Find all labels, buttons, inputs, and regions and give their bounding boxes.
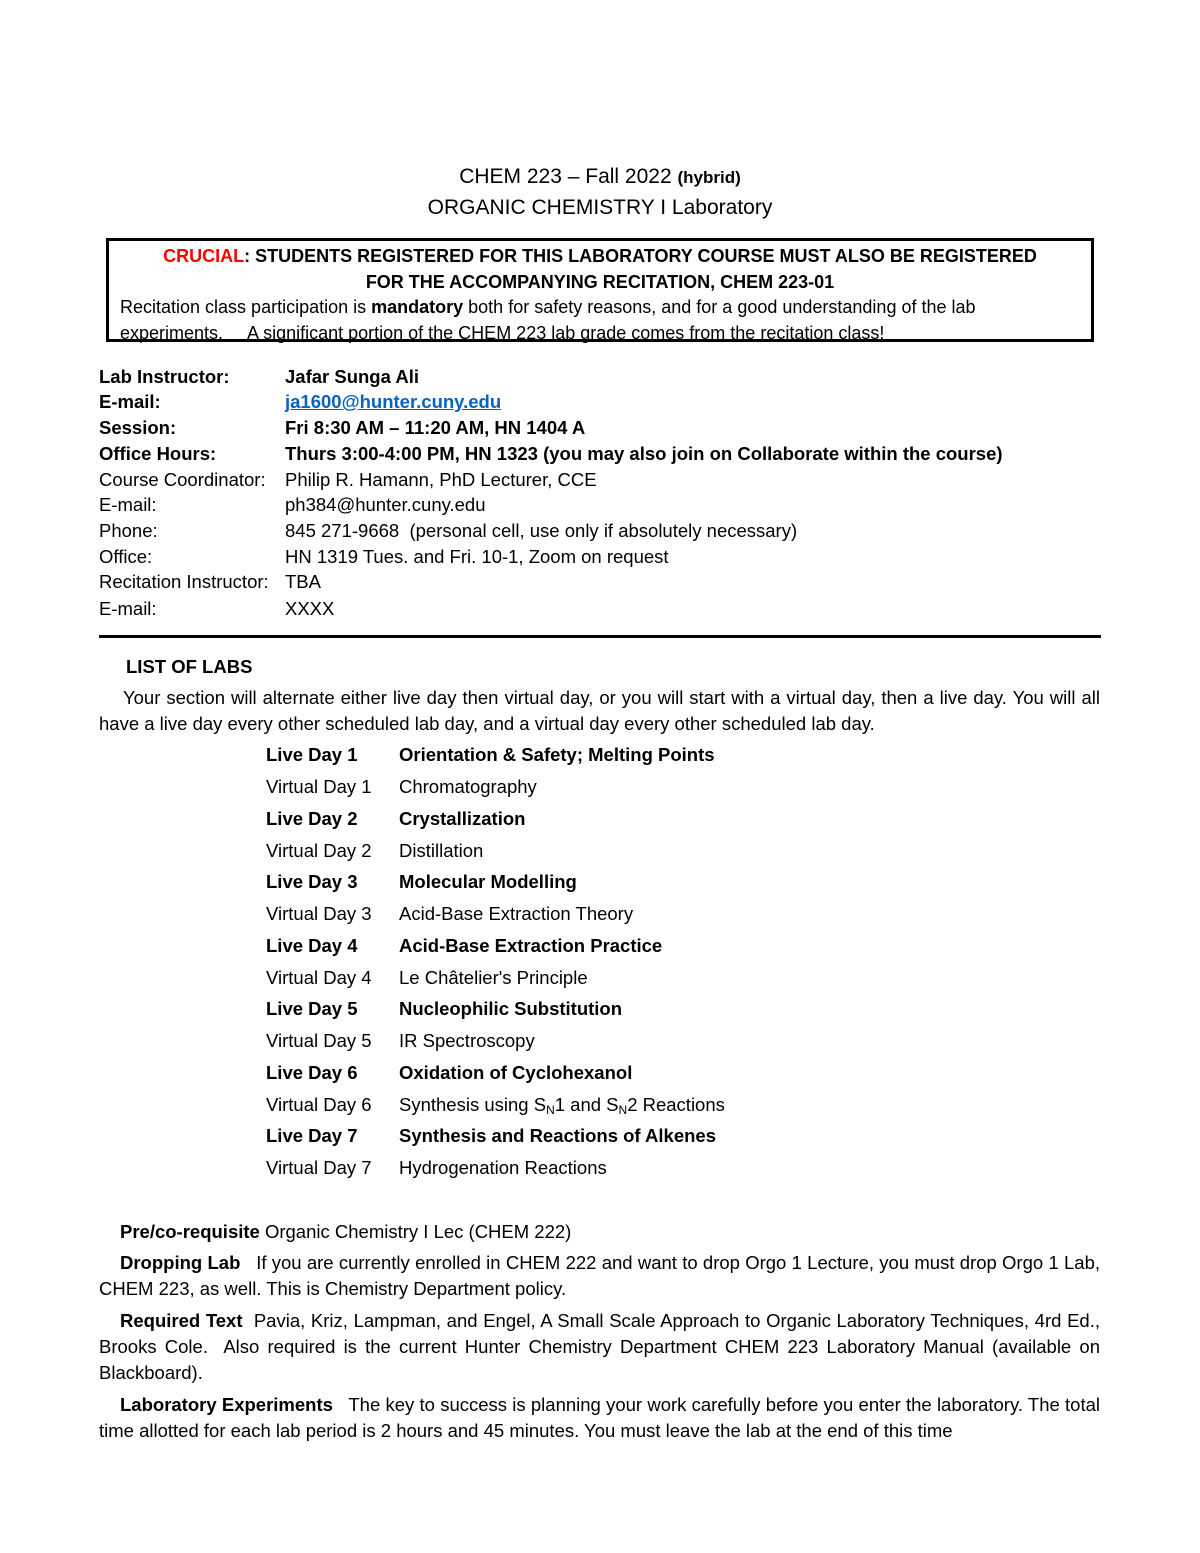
crucial-notice-box (106, 238, 1094, 342)
course-title (0, 165, 1200, 189)
lab-name: IR Spectroscopy (399, 1030, 535, 1051)
crucial-line-4: experiments. A significant portion of the CHEM 223 lab grade comes from the recitation class! (120, 323, 885, 343)
lab-day: Live Day 6 (266, 1062, 358, 1083)
lab-day: Live Day 4 (266, 935, 358, 956)
course-subtitle: ORGANIC CHEMISTRY I Laboratory (427, 196, 773, 219)
prerequisite-section (120, 1219, 1100, 1245)
lab-name: Orientation & Safety; Melting Points (399, 744, 715, 765)
dropping-lab-text: If you are currently enrolled in CHEM 222 and want to drop Orgo 1 Lecture, you must drop Orgo 1 Lab, CHEM 223, as well. This is Chemistry Department policy. (99, 1252, 1106, 1299)
lab-name: Crystallization (399, 808, 526, 829)
lab-name-part: 1 and S (554, 1094, 619, 1115)
list-of-labs-heading: LIST OF LABS (126, 656, 253, 677)
lab-day: Live Day 1 (266, 744, 358, 765)
lab-name-part: Synthesis using S (399, 1094, 547, 1115)
lab-day: Virtual Day 7 (266, 1157, 372, 1178)
contact-label: Course Coordinator: (99, 469, 266, 490)
contact-label: Office: (99, 546, 153, 567)
required-text-text: Pavia, Kriz, Lampman, and Engel, A Small Scale Approach to Organic Laboratory Techniques, 4rd Ed., Brooks Cole. Also required is the current Hunter Chemistry Department CHEM 223 Laboratory Manual (available on Blackboard). (99, 1310, 1106, 1383)
crucial-line-3 (120, 297, 1090, 318)
required-text-section (99, 1308, 1106, 1386)
lab-name: Hydrogenation Reactions (399, 1157, 607, 1178)
crucial-line-1 (109, 246, 1091, 267)
lab-name-part: 2 Reactions (627, 1094, 725, 1115)
lab-name: Distillation (399, 840, 484, 861)
required-text-label: Required Text (120, 1310, 243, 1331)
lab-name: Le Châtelier's Principle (399, 967, 588, 988)
prerequisite-label: Pre/co-requisite (120, 1221, 260, 1242)
lab-day: Virtual Day 3 (266, 903, 372, 924)
subscript-n: N (546, 1103, 555, 1117)
lab-name: Nucleophilic Substitution (399, 998, 623, 1019)
crucial-line-1-text: : STUDENTS REGISTERED FOR THIS LABORATORY COURSE MUST ALSO BE REGISTERED (244, 246, 1037, 266)
contact-value: Philip R. Hamann, PhD Lecturer, CCE (285, 469, 597, 490)
contact-label: Phone: (99, 520, 158, 541)
crucial-line-3-a: Recitation class participation is (120, 297, 372, 317)
lab-name: Oxidation of Cyclohexanol (399, 1062, 633, 1083)
dropping-lab-section (99, 1250, 1106, 1302)
lab-day: Live Day 2 (266, 808, 358, 829)
contact-label: Recitation Instructor: (99, 571, 269, 592)
contact-label: E-mail: (99, 598, 157, 619)
lab-name (399, 1094, 725, 1117)
lab-day: Live Day 7 (266, 1125, 358, 1146)
lab-experiments-section (99, 1392, 1106, 1444)
lab-day: Virtual Day 5 (266, 1030, 372, 1051)
lab-name: Synthesis and Reactions of Alkenes (399, 1125, 716, 1146)
lab-day: Live Day 5 (266, 998, 358, 1019)
lab-name: Molecular Modelling (399, 871, 577, 892)
contact-label: Session: (99, 417, 177, 438)
lab-day: Virtual Day 1 (266, 776, 372, 797)
lab-day: Live Day 3 (266, 871, 358, 892)
lab-name: Acid-Base Extraction Theory (399, 903, 634, 924)
crucial-line-2: FOR THE ACCOMPANYING RECITATION, CHEM 223-01 (365, 272, 835, 292)
contact-value: Jafar Sunga Ali (285, 366, 419, 387)
contact-value: XXXX (285, 598, 335, 619)
contact-value: Fri 8:30 AM – 11:20 AM, HN 1404 A (285, 417, 586, 438)
lab-day: Virtual Day 2 (266, 840, 372, 861)
prerequisite-text: Organic Chemistry I Lec (CHEM 222) (259, 1221, 572, 1242)
contact-label: E-mail: (99, 391, 161, 412)
crucial-line-3-b: both for safety reasons, and for a good understanding of the lab (463, 297, 976, 317)
contact-label: Lab Instructor: (99, 366, 230, 387)
lab-day: Virtual Day 6 (266, 1094, 372, 1115)
lab-name: Chromatography (399, 776, 537, 797)
mandatory-emphasis: mandatory (371, 297, 464, 317)
contact-value: 845 271-9668 (personal cell, use only if absolutely necessary) (285, 520, 798, 541)
contact-label: E-mail: (99, 494, 157, 515)
labs-intro-paragraph: Your section will alternate either live day then virtual day, or you will start with a virtual day, then a live day. You will all have a live day every other scheduled lab day, and a virtual day every other scheduled lab day. (99, 687, 1100, 734)
course-format: (hybrid) (677, 168, 741, 187)
crucial-label: CRUCIAL (163, 246, 245, 266)
contact-value: HN 1319 Tues. and Fri. 10-1, Zoom on request (285, 546, 669, 567)
instructor-email-link[interactable]: ja1600@hunter.cuny.edu (285, 391, 502, 412)
subscript-n: N (618, 1103, 628, 1117)
lab-experiments-label: Laboratory Experiments (120, 1394, 333, 1415)
contact-value: TBA (285, 571, 321, 592)
dropping-lab-label: Dropping Lab (120, 1252, 241, 1273)
lab-experiments-text: The key to success is planning your work carefully before you enter the laboratory. The total time allotted for each lab period is 2 hours and 45 minutes. You must leave the lab at the end of this time (99, 1394, 1106, 1441)
course-title-main: CHEM 223 – Fall 2022 (459, 165, 672, 188)
contact-label: Office Hours: (99, 443, 217, 464)
lab-day: Virtual Day 4 (266, 967, 372, 988)
section-divider (99, 635, 1101, 638)
contact-value: Thurs 3:00-4:00 PM, HN 1323 (you may also join on Collaborate within the course) (285, 443, 1003, 464)
contact-value: ph384@hunter.cuny.edu (285, 494, 486, 515)
lab-name: Acid-Base Extraction Practice (399, 935, 663, 956)
